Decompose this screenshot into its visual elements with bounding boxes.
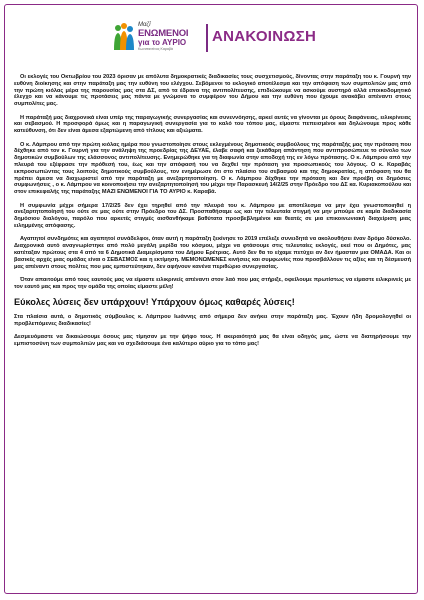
paragraph: Οι εκλογές του Οκτωβρίου του 2023 όρισαν με απόλυτα δημοκρατικές διαδικασίες τους συσχετισμούς, δίνοντας στην παράταξη του κ. Γουρνή την ευθύνη διοίκησης και στην παράταξη μας την ευθύνη του ελέγχου. Σεβόμενοι το εκλογικό αποτέλεσμα και την απόφαση των συμπολιτών μας από την πρώτη κιόλας μέρα της παρουσίας μας στα ΔΣ, από τα έδρανα της αντιπολίτευσης, επιδιώκουμε να ασκούμε αυστηρό αλλά εποικοδομητικό έλεγχο και να κάνουμε τις προτάσεις μας πάντα με γνώμονα το συμφέρον του Δήμου και την ευθύνη που έχουμε ανακάβει απέναντι στους συμπολίτες μας. (14, 74, 411, 108)
closing-paragraph: Στα πλαίσια αυτά, ο δημοτικός σύμβουλος κ. Λάμπρου Ιωάννης από σήμερα δεν ανήκει στην παράταξη μας. Έχουν ήδη δρομολογηθεί οι προβλεπόμενες διαδικασίες! (14, 314, 411, 327)
page-title: ΑΝΑΚΟΙΝΩΣΗ (212, 28, 317, 45)
logo-line2: ΕΝΩΜΕΝΟΙ (138, 28, 189, 39)
header (0, 20, 424, 60)
people-logo-icon (112, 22, 136, 52)
logo-line3: για το ΑΥΡΙΟ (138, 38, 187, 47)
logo-text (138, 22, 204, 52)
paragraph: Η παράταξή μας διαχρονικά είναι υπέρ της παραγωγικής συνεργασίας και συνεννόησης, αρκεί αυτές να γίνονται με όρους διαφάνειας, ειλικρίνειας και σεβασμού. Η προσφορά όμως και η παραγωγική συνεργασία για το καλό του τόπου μας, είμαστε πεπεισμένοι και δηλώνουμε προς κάθε κατεύθυνση, ότι δεν είναι άμεσα εξαρτώμενη από τίτλους και αξιώματα. (14, 114, 411, 135)
paragraph: Αγαπητοί συνδημότες και αγαπητοί συνάδελφοι, όταν αυτή η παράταξη ξεκίνησε το 2019 επέλεξε συνειδητά να ακολουθήσει έναν δρόμο δύσκολο. Διαχρονικά αυτό αναγνωρίστηκε από πολύ μεγάλη μερίδα του κόσμου, μέχρι να φτάσουμε στις τελευταίες εκλογές, εκεί που οι Δημότες, μας κατέταξαν πρώτους στα 4 από τα 6 Δημοτικά Διαμερίσματα του Δήμου Ερέτριας. Αυτό δεν θα το είχαμε πετύχει αν δεν ήμασταν μια ΟΜΑΔΑ. Και οι βασικές αρχές μιας ομάδας είναι ο ΣΕΒΑΣΜΟΣ και η εκτίμηση. ΜΕΜΟΝΩΜΕΝΕΣ κινήσεις και συμφωνίες που προσβάλλουν τις αξίες και τη δέσμευσή μας απέναντι στους πολίτες που μας εμπιστεύτηκαν, δεν αφήνουν κανένα περιθώριο συνεργασίας. (14, 236, 411, 270)
party-logo (112, 20, 204, 58)
logo-line1: Μαζί (138, 22, 151, 28)
paragraph: Η συμφωνία μέχρι σήμερα 17/2/25 δεν έχει τηρηθεί από την πλευρά του κ. Λάμπρου με αποτέλεσμα να μην έχει γνωστοποιηθεί η ανεξαρτητοποίησή του ούτε σε μας ούτε στην Πρόεδρο του ΔΣ. Προσπαθήσαμε ως και την τελευταία στιγμή να μην μπούμε σε καμία διαδικασία δημόσιου διαλόγου, παρόλο που αρκετές στιγμές αισθανθήκαμε βαθύτατα προσβεβλημένοι και θεατές σε μια επικοινωνιακή διαχείριση μιας ειλημμένης απόφασης. (14, 202, 411, 229)
closing-paragraph: Δεσμευόμαστε να δικαιώσουμε όσους μας τίμησαν με την ψήφο τους. Η ακεραιότητά μας θα είναι οδηγός μας, ώστε να διατηρήσουμε την εμπιστοσύνη των συμπολιτών μας και να σχεδιάσουμε ένα καλύτερο αύριο για το τόπο μας! (14, 334, 411, 348)
header-divider (206, 24, 208, 52)
announcement-body (14, 74, 411, 354)
section-heading: Εύκολες λύσεις δεν υπάρχουν! Υπάρχουν όμως καθαρές λύσεις! (14, 297, 295, 308)
logo-tagline: Κωνσταντίνος Καραβά (138, 47, 173, 51)
paragraph: Όταν απαιτούμε από τους εαυτούς μας να είμαστε ειλικρινείς απέναντι στον λαό που μας στήριξε, οφείλουμε πρωτίστως να είμαστε ειλικρινείς με τον εαυτό μας και προς την ομάδα της οποίας είμαστε μέλη! (14, 276, 411, 290)
paragraph: Ο κ. Λάμπρου από την πρώτη κιόλας ημέρα που γνωστοποίησε στους εκλεγμένους δημοτικούς συμβούλους της παράταξής μας την πρόταση που δέχθηκε από τον κ. Γουρνή για την ανάληψη της προεδρίας της ΔΕΥΑΕ, έλαβε σαφή και ξεκάθαρη απάντηση που αντιπροσώπευε το σύνολο των δημοτικών συμβούλων της ελάσσονος αντιπολίτευσης. Ενημερώθηκε για τη διαφωνία στην αποδοχή της εν λόγω πρότασης. Ο κ. Λάμπρου από την πλευρά του εξέφρασε την πρόθεσή του, έως και την απόφασή του να δεχθεί την πρόταση για προσωπικούς του λόγους. Ο κ. Καραβάς εκπροσωπώντας τους λοιπούς δημοτικούς συμβούλους, τον ενημέρωσε ότι στο πλαίσιο του σεβασμού και της δημοκρατίας, η απόφαση του θα πρέπει άμεσα να διαχωριστεί από την παράταξη με ανεξαρτητοποίηση. Ο κ. Λάμπρου δέχθηκε την πρόταση και δεν προέβη σε δημόσιες συμφωνήσεις , ο κ. Λάμπρου να κοινοποιήσει την ανεξαρτητοποίησή του μέχρι την Παρασκευή 14/2/25 στην Πρόεδρο του ΔΣ κα. Κυριακοπούλου και στον επικεφαλής της παράταξης ΜΑΖΙ ΕΝΩΜΕΝΟΙ ΓΙΑ ΤΟ ΑΥΡΙΟ κ. Καραβά. (14, 141, 411, 196)
